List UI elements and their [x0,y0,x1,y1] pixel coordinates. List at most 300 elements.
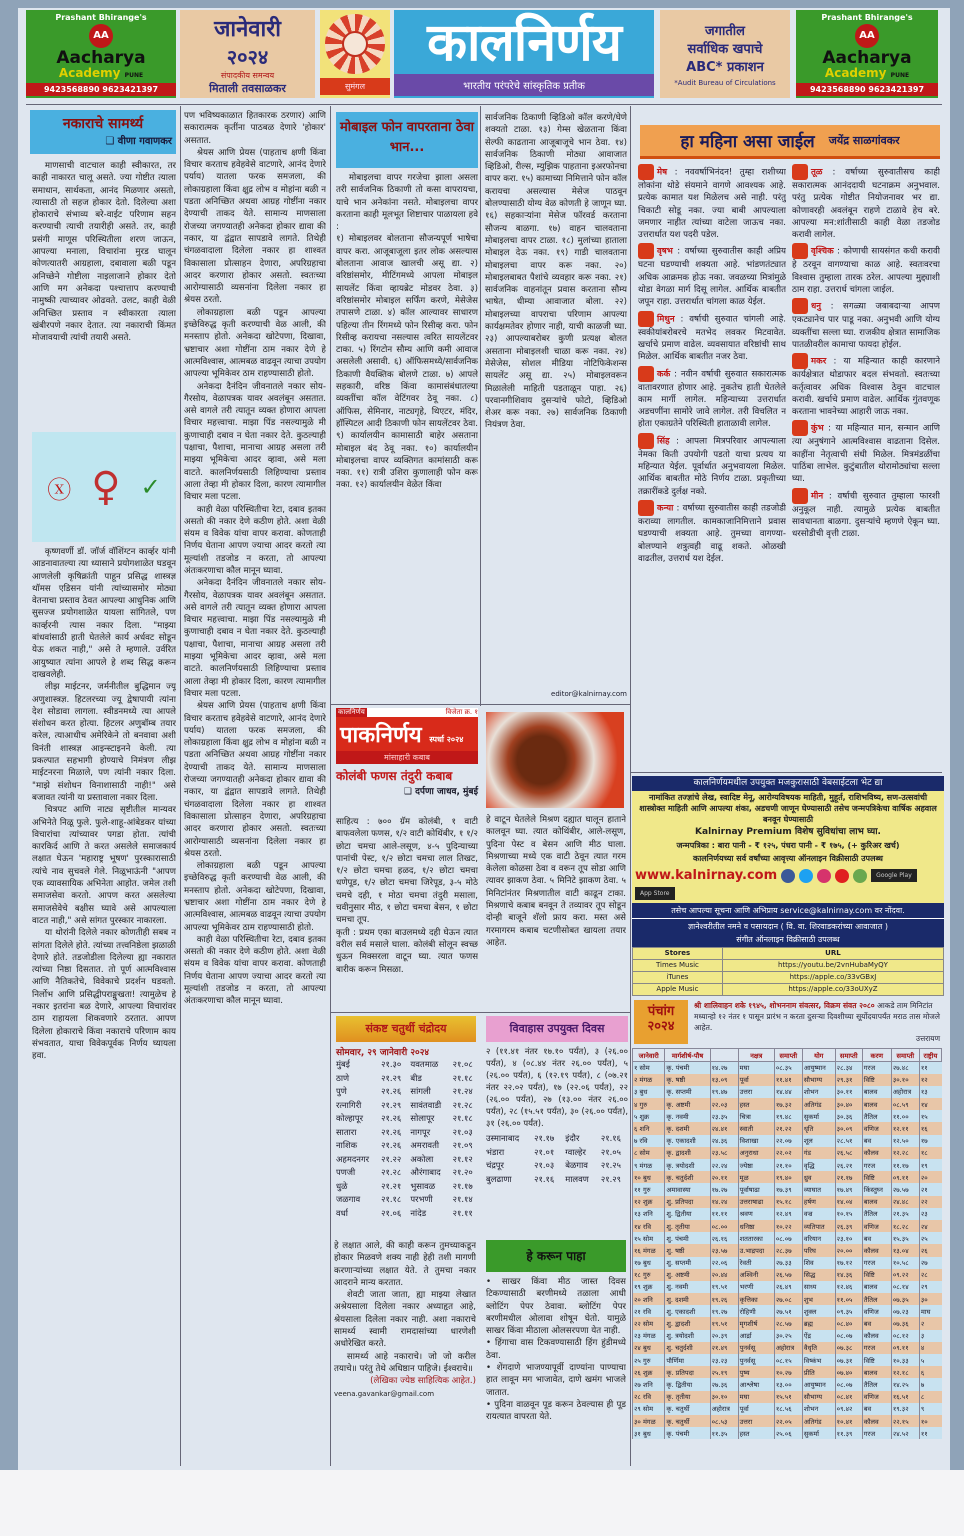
divider [630,772,942,773]
panchang-cell: १२.५० [891,1135,919,1147]
panchang-cell: किंस्तुघ्न [862,1183,891,1195]
promo-online: कालनिर्णयच्या सर्व वर्षांच्या आवृत्त्या ऑनलाइन विक्रीसाठी उपलब्ध [632,852,944,865]
horoscope-author: जयेंद्र साळगांवकर [828,134,900,147]
moonrise-time: २१.२५ [600,1160,621,1170]
panchang-cell: मृगशीर्ष [738,1317,774,1329]
paragraph: लोकाग्रहाला बळी पडून आपल्या इच्छेविरुद्ध कृती करण्याची वेळ आली, की मनस्ताप होतो. अनेकदा खोटेपणा, दिखावा, भ्रष्टाचार अशा गोष्टींना ठाम नकार देणे हे आत्मविश्वास, आत्मबळ वाढवून त्याचा उपयोग आपल्या भूमिकेवर ठाम राहण्यासाठी होतो. [184,861,326,933]
panchang-header [634,1000,940,1044]
panchang-cell: वरियान [802,1232,835,1244]
panchang-cell: १०.५८ [891,1257,919,1269]
panchang-cell: कृ. पंचमी [665,1427,710,1439]
city-name: सातारा [336,1126,357,1137]
moonrise-row [484,1146,630,1160]
city-name: परभणी [410,1194,433,1204]
panchang-cell: ब्रह्म [802,1317,835,1329]
panchang-cell: १५.५१ [774,1391,802,1403]
paragraph: १) मोबाइलवर बोलताना सौजन्यपूर्ण भाषेचा वापर करा. आजूबाजूला इतर लोक असल्यास बोलताना आवाज खालची असू द्या. २) वरिष्ठांसमोर, मीटिंगमध्ये आपला मोबाइल सायलेंट किंवा व्हायब्रेट मोडवर ठेवा. ३) वरिष्ठांसमोर मोबाइल सर्फिंग करणे, मेसेजेस तपासणे टाळा. ४) कॉल आल्यावर साधारण पहिल्या तीन रिंगमध्ये फोन रिसीव्ह करा. फोन रिसीव्ह करायचा नसल्यास त्वरित सायलेंटवर टाका. ५) रिंगटोन सौम्य आणि कमी आवाज असलेली असावी. ६) ऑफिसमध्ये/सार्वजनिक ठिकाणी वैयक्तिक बोलणे टाळा. ७) आपले सहकारी, वरिष्ठ किंवा कामासंबंधातल्या व्यक्तींचा कॉल वेटिंगवर ठेवू नका. ८) ऑफिस, सेमिनार, नाट्यगृहे, थिएटर, मंदिर, हॉस्पिटल आदी ठिकाणी फोन सायलेंटवर ठेवा. ९) कार्यालयीन कामासाठी बाहेर असताना मोबाइल बंद ठेवू नका. १०) कार्यालयीन मोबाइलचा वापर व्यक्तिगत कामांसाठी करू नका. ११) रात्री उशिरा कुणालाही फोन करू नका. १२) कार्यालयीन वेळेत किंवा [336,234,478,491]
tip-item: • साखर किंवा मीठ जास्त दिवस टिकण्यासाठी बरणीमध्ये तळाला आधी ब्लोटिंग पेपर ठेवावा. ब्लोटिंग पेपर बरणीमधील ओलावा शोषून घेतो. यामुळे साखर किंवा मीठाला ओलसरपणा येत नाही. [486,1277,626,1337]
panchang-cell: २१.१७ [835,1171,862,1183]
facebook-icon[interactable] [781,869,795,883]
moonrise-table-extra [484,1132,630,1186]
rashi-text: या महिन्यात काही कारणाने कार्यक्षेत्रात थोडाफार बदल संभवतो. स्वतःच्या कर्तृत्वावर अधिक विश्वास ठेवून वाटचाल करावी. खर्चाचे प्रमाण वाढेल. आर्थिक गुंतवणूक करताना भावनेच्या आहारी जाऊ नका. [792,356,940,418]
city-name: अकोला [410,1153,434,1164]
store-name: iTunes [633,972,723,984]
paragraph: चित्रपट आणि नाट्य सृष्टीतील मान्यवर अभिनेते निळू फुले. फुले-शाहू-आंबेडकर यांच्या विचारांचा त्यांच्यावर पगडा होता. त्यांची कारकिर्द आणि ते करत असलेले समाजकार्य लक्षात घेऊन 'महाराष्ट्र भूषण' पुरस्कारासाठी त्यांचे नाव सुचवले गेले. निळूभाऊंनी "आपण एक व्यावसायिक अभिनेता आहोत. जमेल तशी समाजसेवा करतो. आपण करत असलेल्या समाजसेवेचे बक्षीस घ्यावे असे आपल्याला वाटत नाही," असे सांगत पुरस्कार नाकारला. [32,805,176,926]
panchang-cell: २३ [919,1208,941,1220]
panchang-cell: परिघ [802,1244,835,1256]
panchang-cell: शु. प्रतिपदा [665,1196,710,1208]
panchang-cell: २६.५८ [835,1147,862,1159]
tip-item: • हिंगाचा वास टिकवण्यासाठी हिंग हुंडीमध्ये ठेवा. [486,1338,626,1361]
panchang-row [633,1244,942,1256]
sun-emblem-icon [325,14,385,74]
youtube-icon[interactable] [835,869,849,883]
panchang-cell: ३ बुध [633,1086,665,1098]
brand-tagline: भारतीय परंपरेचे सांस्कृतिक प्रतीक [394,74,654,96]
panchang-cell: २६.५७ [774,1269,802,1281]
panchang-cell: १७.३२ [774,1098,802,1110]
panchang-cell: १०.२२ [774,1220,802,1232]
panchang-cell: स्वाती [738,1122,774,1134]
panchang-cell: कौलव [862,1415,891,1427]
panchang-cell: १८.२८ [891,1220,919,1232]
cross-icon: ⓧ [47,475,72,504]
recipe-category: मांसाहारी कबाब [336,751,478,764]
panchang-cell: ८ [919,1391,941,1403]
panchang-header-row [633,1049,942,1062]
twitter-icon[interactable] [799,869,813,883]
panchang-cell: व्याघात [802,1183,835,1195]
panchang-cell: ऐंद्र [802,1330,835,1342]
panchang-table [632,1048,942,1439]
moonrise-row [334,1193,480,1207]
city-name: सोलापूर [410,1113,435,1123]
panchang-cell: अहोरात्र [774,1342,802,1354]
column-header: URL [722,948,943,960]
city-name: अहमदनगर [336,1153,370,1164]
panchang-cell: कौलव [862,1147,891,1159]
music-line2: संगीत ऑनलाइन विक्रीसाठी उपलब्ध [632,934,944,947]
moonrise-time: २१.०३ [452,1126,473,1137]
moonrise-row [334,1099,480,1113]
sankashti-date: सोमवार, २९ जानेवारी २०२४ [336,1048,430,1058]
ad-sub: Academy [824,65,887,80]
panchang-cell: ३०.२५ [774,1330,802,1342]
rashi-entry: कन्या : वर्षाच्या सुरुवातीस काही तडजोडी कराव्या लागतील. कामकाजानिमित्ताने प्रवास घडण्याची शक्यता आहे. तुमच्या वागण्या-बोलण्याने शत्रुत्वही वाढू शकते. ओळखी वाढतील, उत्तरार्ध यश देईल. [638,500,786,565]
panchang-cell: १९ शुक्र [633,1281,665,1293]
panchang-cell: ०८.०० [710,1220,738,1232]
moonrise-row [334,1153,480,1167]
moonrise-row [334,1139,480,1153]
panchang-cell: शोभन [802,1403,835,1415]
google-play-badge[interactable]: Google Play [871,869,917,882]
panchang-cell: उ.भाद्रपदा [738,1244,774,1256]
woman-figure-icon: ♀ [91,464,121,510]
panchang-row [633,1110,942,1122]
moonrise-time: २१.१८ [452,1072,473,1083]
recipe-section-title: पाकनिर्णय [340,723,422,748]
panchang-cell: शु. दशमी [665,1293,710,1305]
panchang-cell: कृ. अष्टमी [665,1098,710,1110]
panchang-cell: गरज [862,1342,891,1354]
rashi-text: सगळ्या जबाबदाऱ्या आपण एकट्यानेच पार पाडू नका. अनुभवी आणि योग्य व्यक्तींचा सल्ला घ्या. राजकीय क्षेत्रात सामाजिक पातळीवरील कामाचा फायदा होईल. [792,301,940,350]
panchang-cell: कृ. चतुर्दशी [665,1171,710,1183]
panchang-row [633,1403,942,1415]
panchang-cell: १७ बुध [633,1257,665,1269]
rashi-name: धनु [811,301,822,312]
panchang-cell: साध्य [802,1281,835,1293]
panchang-cell: ३०.४० [835,1098,862,1110]
panchang-cell: कृ. चतुर्थी [665,1415,710,1427]
panchang-cell: १४.०४ [835,1196,862,1208]
panchang-cell: ३१ बुध [633,1427,665,1439]
rashi-text: कोणाची सायसंगत कधी करावी हे ठरवून वागण्याचा काळ आहे. स्वतःवरचा विश्वास तुम्हाला तारक ठरेल. आपल्या मुद्द्याशी ठाम राहा. उत्तरार्ध चांगला जाईल. [792,246,940,296]
city-name: ठाणे [336,1072,350,1083]
panchang-cell: १६ मंगळ [633,1244,665,1256]
panchang-row [633,1366,942,1378]
article-column [334,1240,476,1464]
zodiac-icon [638,500,654,516]
panchang-cell: हस्त [738,1427,774,1439]
panchang-cell: आयुष्मान [802,1062,835,1074]
panchang-cell: ३०.१० [710,1391,738,1403]
panchang-cell: ९ मंगळ [633,1159,665,1171]
panchang-row [633,1330,942,1342]
panchang-cell: १२.११ [891,1122,919,1134]
sankashti-title: संकष्ट चतुर्थी चंद्रोदय [336,1016,476,1042]
panchang-cell: ०७.४० [835,1366,862,1378]
moonrise-time: २१.०६ [381,1207,402,1218]
city-name: ग्वाल्हेर [565,1146,586,1157]
city-name: कोल्हापूर [336,1113,364,1123]
editor-email: editor@kalnirnay.com [551,690,627,698]
store-url[interactable]: https://youtu.be/2vnHubaMyQY [722,960,943,972]
panchang-cell: अनुराधा [738,1147,774,1159]
panchang-cell: २७.३६ [710,1378,738,1390]
panchang-cell: २१.४९ [710,1342,738,1354]
panchang-cell: १० [919,1415,941,1427]
moonrise-row [334,1058,480,1072]
horoscope-column-right [792,164,940,768]
panchang-cell: कृ. नवमी [665,1110,710,1122]
panchang-cell: १७.२७ [710,1183,738,1195]
panchang-cell: २३.५७ [710,1244,738,1256]
panchang-cell: पूर्वाषाढा [738,1183,774,1195]
rashi-entry: वृश्चिक : कोणाची सायसंगत कधी करावी हे ठरवून वागण्याचा काळ आहे. स्वतःवरचा विश्वास तुम्हाला तारक ठरेल. आपल्या मुद्द्याशी ठाम राहा. उत्तरार्ध चांगला जाईल. [792,243,940,296]
recipe-author: ❑ दर्पणा जाधव, मुंबई [403,787,478,797]
panchang-row [633,1427,942,1439]
moonrise-time: २१.२४ [452,1086,473,1096]
panchang-cell: ०८.१५ [774,1354,802,1366]
recipe-title: कोलंबी फणस तंदुरी कबाब [336,769,453,783]
panchang-cell: शु. एकादशी [665,1305,710,1317]
rashi-entry: मेष : नववर्षाभिनंदन! तुम्हा राशीच्या लोकांना थोडे संयमाने वागणे आवश्यक आहे. प्रत्येक कामात यश मिळेलच असे नाही. परंतु चिकाटी सोडू नका. ज्या बाबी आपल्याला जमणार नाहीत त्यांच्या वाटेला जाऊच नका. उत्तरार्धात यश पदरी पडेल. [638,164,786,241]
panchang-cell: पौर्णिमा [665,1354,710,1366]
panchang-cell: उत्तराषाढा [738,1196,774,1208]
rashi-name: वृश्चिक [811,246,834,257]
panchang-cell: २७.४८ [891,1062,919,1074]
rashi-text: नवीन वर्षाची सुरुवात सकारात्मक वातावरणात होणार आहे. नुकतेच हाती घेतलेले काम मार्गी लागेल. महिन्याच्या उत्तरार्धात अडचणींना सामोरे जावे लागेल. तरी विचलित न होता एकाग्रतेने परिस्थिती हाताळावी लागेल. [638,369,786,430]
recipe-header [336,708,478,797]
abc-line2: सर्वाधिक खपाचे [687,42,763,57]
panchang-cell: २ मंगळ [633,1074,665,1086]
column-header [710,1049,738,1062]
moonrise-row [334,1180,480,1194]
rashi-name: कुंभ [811,423,824,434]
panchang-cell: २७ शनि [633,1378,665,1390]
panchang-cell: ७ रवि [633,1135,665,1147]
rashi-entry: मिथुन : वर्षाची सुरुवात चांगली आहे. स्वकीयांबरोबरचे मतभेद लवकर मिटवावेत. खर्चाचे प्रमाण वाढेल. व्यवसायात वरिष्ठांची साथ मिळेल. आर्थिक बाबतीत नजर ठेवा. [638,311,786,364]
panchang-cell: २८ रवि [633,1391,665,1403]
panchang-cell: २१.२२ [774,1122,802,1134]
author-credit: (लेखिका ज्येष्ठ साहित्यिक आहेत.) [370,1376,476,1387]
panchang-cell: २६ शुक्र [633,1366,665,1378]
panchang-cell: पुनर्वसू [738,1342,774,1354]
panchang-cell: अतिगंड [802,1098,835,1110]
moonrise-time: २१.०३ [534,1160,555,1170]
paragraph: अनेकदा दैनंदिन जीवनातले नकार सोय-गैरसोय, वेळापत्रक यावर अवलंबून असतात. असे वागले तरी त्यातून व्यक्त होणारा आपला विचार महत्त्वाचा. माझा पिंड नसल्यामुळे मी कुणाचाही दबाव न घेता नकार देते. कुठल्याही पक्षाचा, पैशाचा, मानाचा आग्रह असला तरी माझ्या भूमिकेचा आदर व्हावा, असे मला वाटते. कालनिर्णयसाठी लिहिण्याचा प्रस्ताव आला तेव्हा मी होकार दिला, कारण त्यामागील विचार मला पटला. [184,578,326,699]
panchang-cell: २५.१९ [710,1366,738,1378]
panchang-cell: ३०.३६ [835,1110,862,1122]
panchang-cell: शु. द्वादशी [665,1317,710,1329]
moonrise-time: २१.२६ [381,1086,402,1096]
moonrise-time: २१.२८ [381,1167,402,1177]
recipe-column [486,814,626,1008]
panchang-cell: २५ गुरु [633,1354,665,1366]
panchang-cell: ०८.४० [835,1317,862,1329]
city-name: इंदौर [565,1133,580,1143]
panchang-cell: १९.४० [774,1171,802,1183]
article-title: मोबाइल फोन वापरताना ठेवा भान... [336,112,478,168]
panchang-cell: २३.१० [835,1232,862,1244]
panchang-cell: बव [862,1403,891,1415]
panchang-cell: चित्रा [738,1110,774,1122]
column-header: Stores [633,948,723,960]
rashi-text: या महिन्यात मान, सन्मान आणि त्या अनुषंगाने आत्मविश्वास वाढताना दिसेल. काहींना नेतृत्वाची संधी मिळेल. मित्रमंडळींचा पाठिंबा लाभेल. कुटुंबातील थोरामोठ्यांचा सल्ला घ्या. [792,423,940,485]
moonrise-table [334,1058,480,1220]
panchang-cell: ४ गुरु [633,1098,665,1110]
marriage-days-section [484,1016,630,1186]
panchang-cell: आश्लेषा [738,1378,774,1390]
panchang-cell: वैधृति [802,1342,835,1354]
store-url[interactable]: https://apple.co/33oUXyZ [722,984,943,996]
tips-title: हे करून पाहा [486,1240,626,1272]
city-name: अमरावती [410,1140,440,1150]
music-store-table [632,947,944,996]
panchang-cell: ११.११ [710,1208,738,1220]
divider [330,1012,630,1013]
panchang-cell: १४.२७ [710,1062,738,1074]
academy-logo-icon: AA [89,24,113,48]
column-header: करण [862,1049,891,1062]
koo-icon[interactable] [853,869,867,883]
panchang-cell: २७.५७ [891,1183,919,1195]
panchang-cell: गरज [862,1257,891,1269]
ad-phones: 9423568890 9623421397 [26,83,176,96]
ad-phones: 9423568890 9623421397 [796,83,938,96]
panchang-cell: श्रवण [738,1208,774,1220]
moonrise-time: २१.२६ [381,1113,402,1123]
moonrise-time: २१.१७ [452,1180,473,1191]
instagram-icon[interactable] [817,869,831,883]
column-header: नक्षत्र [738,1049,774,1062]
panchang-row [633,1317,942,1329]
rashi-name: मकर [811,356,827,367]
paragraph: सामर्थ्य आहे नकाराचे। जो जो करील तयाचे॥ परंतु तेथे अधिष्ठान पाहिजे। ईश्वराचे॥ [334,1351,476,1374]
column-header: राष्ट्रीय [919,1049,941,1062]
city-name: नांदेड [410,1207,427,1218]
ad-city: PUNE [124,71,144,79]
page-curl [0,1470,964,1536]
city-name: बीड [410,1072,422,1083]
rashi-text: वर्षाच्या सुरुवातीस काही तडजोडी कराव्या लागतील. कामकाजानिमित्ताने प्रवास घडण्याची शक्यता आहे. तुमच्या वागण्या-बोलण्याने शत्रुत्वही वाढू शकते. ओळखी वाढतील, उत्तरार्ध यश देईल. [638,503,786,564]
rashi-text: आपला मित्रपरिवार आपल्याला नेमका किती उपयोगी पडतो याचा प्रत्यय या महिन्यात येईल. पूर्वार्धात अनुभवायला मिळेल. आर्थिक बाबतीत मोठे निर्णय टाळा. प्रकृतीच्या तक्रारींकडे दुर्लक्ष नको. [638,436,786,497]
panchang-cell: आयुष्मान [802,1378,835,1390]
rashi-name: सिंह [657,436,670,447]
horoscope-title: हा महिना असा जाईल [680,132,815,152]
rashi-name: वृषभ [657,246,673,257]
article-column [336,172,478,700]
panchang-cell: ०८.५९ [891,1098,919,1110]
panchang-cell: २४.५२ [891,1427,919,1439]
brand-logo: कालनिर्णय [427,13,621,73]
paragraph: लोकाग्रहाला बळी पडून आपल्या इच्छेविरुद्ध कृती करण्याची वेळ आली, की मनस्ताप होतो. अनेकदा खोटेपणा, दिखावा, भ्रष्टाचार अशा गोष्टींना ठाम नकार देणे हे आत्मविश्वास, आत्मबळ वाढवून त्याचा उपयोग आपल्या भूमिकेवर ठाम राहण्यासाठी होतो. [184,307,326,380]
panchang-cell: २९.३१ [835,1074,862,1086]
panchang-cell: गरज [862,1062,891,1074]
marriage-days-title: विवाहास उपयुक्त दिवस [486,1016,628,1042]
panchang-row [633,1415,942,1427]
panchang-cell: २४ बुध [633,1342,665,1354]
panchang-cell: कृ. पंचमी [665,1062,710,1074]
panchang-cell: १७ [919,1135,941,1147]
zodiac-icon [792,164,808,180]
kebab-photo [486,712,624,808]
panchang-cell: २२.०६ [710,1257,738,1269]
panchang-cell: सुकर्मा [802,1110,835,1122]
panchang-cell: ३ [919,1330,941,1342]
panchang-cell: ०८.०७ [774,1232,802,1244]
paragraph: सार्वजनिक ठिकाणी व्हिडिओ कॉल करणे/घेणे शक्यतो टाळा. १३) गेम्स खेळताना किंवा सेल्फी काढताना आजूबाजूचे भान ठेवा. १४) सार्वजनिक ठिकाणी मोठ्या आवाजात व्हिडिओ, रील्स, म्युझिक पाहताना इअरफोनचा वापर करा. १५) कामाच्या निमित्ताने फोन कॉल करायचा असल्यास मेसेज पाठवून बोलण्यासाठी योग्य वेळ कोणती हे जाणून घ्या. १६) सहकाऱ्यांना मेसेज फॉरवर्ड करताना सौजन्य बाळगा. १७) वाहन चालवताना मोबाइलचा वापर टाळा. १८) मुलांच्या हाताला मोबाइल देऊ नका. १९) गाडी चालवताना मोबाइलचा वापर करू नका. २०) मोबाइलबाबत पैशांचे व्यवहार करू नका. २१) सार्वजनिक वाहनांतून प्रवास करताना सौम्य भाषेत, धीम्या आवाजात बोला. २२) मोबाइलच्या वापराचा परिणाम आपल्या कार्यक्षमतेवर होणार नाही, याची काळजी घ्या. २३) आपल्याबरोबर कुणी प्रत्यक्ष बोलत असताना मोबाइलशी चाळा करू नका. २४) मेसेजेस, सोशल मीडिया नोटिफिकेशन्स सायलेंट असू द्या. २५) मोबाइलवरून मिळालेली माहिती पडताळून पाहा. २६) परवानगीशिवाय दुसऱ्यांचे फोटो, व्हिडिओ शेअर करू नका. २७) सार्वजनिक ठिकाणी नियंत्रण ठेवा. [485,113,627,431]
panchang-cell: १४.२५ [891,1378,919,1390]
panchang-cell: विष्टि [862,1074,891,1086]
moonrise-row [334,1126,480,1140]
rashi-text: नववर्षाभिनंदन! तुम्हा राशीच्या लोकांना थोडे संयमाने वागणे आवश्यक आहे. प्रत्येक कामात यश मिळेलच असे नाही. परंतु चिकाटी सोडू नका. ज्या बाबी आपल्याला जमणार नाहीत त्यांच्या वाटेला जाऊच नका. उत्तरार्धात यश पदरी पडेल. [638,167,786,241]
city-name: चंद्रपूर [486,1160,504,1170]
panchang-cell: १५ [919,1110,941,1122]
moonrise-time: २१.०१ [534,1146,555,1157]
panchang-cell: पूर्वा [738,1074,774,1086]
panchang-cell: १८.५६ [774,1403,802,1415]
panchang-cell: माघ [919,1305,941,1317]
panchang-row [633,1232,942,1244]
moonrise-time: २१.०५ [600,1146,621,1157]
store-url[interactable]: https://apple.co/33vGBxJ [722,972,943,984]
panchang-cell: १०.४१ [835,1415,862,1427]
panchang-cell: ०७.३६ [891,1317,919,1329]
panchang-cell: १९.५१ [710,1317,738,1329]
zodiac-icon [638,311,654,327]
panchang-cell: तैतिल [862,1208,891,1220]
panchang-cell: अश्विनी [738,1269,774,1281]
panchang-cell: बालव [862,1098,891,1110]
panchang-year: २०२४ [647,1019,675,1034]
panchang-cell: १९ [919,1159,941,1171]
panchang-cell: सुकर्मा [802,1427,835,1439]
panchang-cell: १७.१२ [835,1257,862,1269]
panchang-cell: २६.१६ [710,1232,738,1244]
panchang-cell: २२.२४ [710,1159,738,1171]
panchang-cell: ११.३९ [835,1427,862,1439]
panchang-cell: शुभ [802,1293,835,1305]
panchang-cell: १८ [919,1147,941,1159]
app-store-badge[interactable]: App Store [635,887,675,900]
panchang-row [633,1305,942,1317]
panchang-cell: २२.०५ [774,1415,802,1427]
panchang-cell: २६.४९ [774,1281,802,1293]
tip-item: • पुदिना वाळवून पूड करून ठेवल्यास ही पूड रायत्यात वापरता येते. [486,1399,626,1423]
panchang-cell: बालव [862,1086,891,1098]
divider [330,704,630,705]
moonrise-time: २१.२९ [381,1099,402,1110]
panchang-cell: विष्कंभ [802,1354,835,1366]
ad-owner: Prashant Bhirange's [55,12,147,22]
abc-note: *Audit Bureau of Circulations [674,79,776,87]
panchang-cell: १३.०४ [891,1244,919,1256]
sun-logo-box [320,10,390,98]
panchang-cell: प्रीति [802,1366,835,1378]
rashi-text: वर्षाची सुरुवात तुम्हाला फारशी अनुकूल नाही. त्यामुळे प्रत्येक बाबतीत सावधानता बाळगा. दुसऱ्यांचे म्हणणे ऐकून घ्या. धरसोडीची वृत्ती टाळा. [792,491,940,540]
panchang-cell: ०८.०७ [835,1378,862,1390]
panchang-cell: २४.३६ [710,1135,738,1147]
panchang-cell: उत्तरा [738,1086,774,1098]
panchang-cell: १४ [919,1098,941,1110]
panchang-row [633,1062,942,1074]
contest-label: स्पर्धा २०२४ [429,735,464,744]
panchang-cell: ०८.१२ [891,1330,919,1342]
panchang-cell: बालव [862,1366,891,1378]
rashi-entry: कर्क : नवीन वर्षाची सुरुवात सकारात्मक वातावरणात होणार आहे. नुकतेच हाती घेतलेले काम मार्गी लागेल. महिन्याच्या उत्तरार्धात अडचणींना सामोरे जावे लागेल. तरी विचलित न होता एकाग्रतेने परिस्थिती हाताळावी लागेल. [638,366,786,431]
article-column [32,160,176,428]
moonrise-time: २१.१७ [534,1133,555,1143]
rashi-entry: वृषभ : वर्षाच्या सुरुवातीस काही अप्रिय घटना घडण्याची शक्यता आहे. भांडणतंट्यात अधिक आक्रमक होऊ नका. जवळच्या मित्रांमुळे थोडा वेगळा मार्ग दिसू लागेल. आर्थिक बाबतीत जपून राहा. उत्तरार्धात चांगला काळ येईल. [638,243,786,308]
panchang-cell: १९.२७ [710,1305,738,1317]
panchang-cell: ९ [919,1403,941,1415]
panchang-row [633,1098,942,1110]
ad-name: Aacharya [822,47,912,68]
panchang-cell: वणिज [862,1305,891,1317]
divider [630,106,631,1466]
panchang-cell: कृ. चतुर्थी [665,1403,710,1415]
panchang-cell: शु. षष्ठी [665,1244,710,1256]
panchang-cell: शु. पंचमी [665,1232,710,1244]
panchang-cell: १०.१५ [835,1208,862,1220]
panchang-cell: १०.२७ [774,1366,802,1378]
panchang-cell: शु. तृतीया [665,1220,710,1232]
paragraph: काही वेळा परिस्थितीचा रेटा, दबाव इतका असतो की नकार देणे कठीण होते. अशा वेळी संयम व विवेक यांचा वापर करावा. कोणताही निर्णय घेताना आपण ज्याचा आदर करतो त्या मूल्यांशी तडजोड न करता, तो आपल्या अंतःकरणाचा कौल मानून घ्यावा. [184,934,326,1007]
panchang-cell: ६ शनि [633,1122,665,1134]
panchang-row [633,1086,942,1098]
moonrise-time: २१.१८ [452,1113,473,1123]
panchang-cell: ३०.०९ [835,1122,862,1134]
website-link[interactable]: www.kalnirnay.com [635,868,778,883]
column-header: मार्गशीर्ष-पौष [665,1049,710,1062]
paragraph: हे लक्षात आले, की काही करून तुमच्याकडून होकार मिळवणे शक्य नाही हेही तशी मागणी करणाऱ्यांच्या लक्षात येते. ते तुमचा नकार आदराने मान्य करतात. [334,1241,476,1288]
panchang-cell: अहोरात्र [710,1403,738,1415]
panchang-cell: शूल [802,1135,835,1147]
zodiac-icon [792,298,808,314]
panchang-cell: बालव [862,1196,891,1208]
panchang-cell: २७.३३ [774,1257,802,1269]
